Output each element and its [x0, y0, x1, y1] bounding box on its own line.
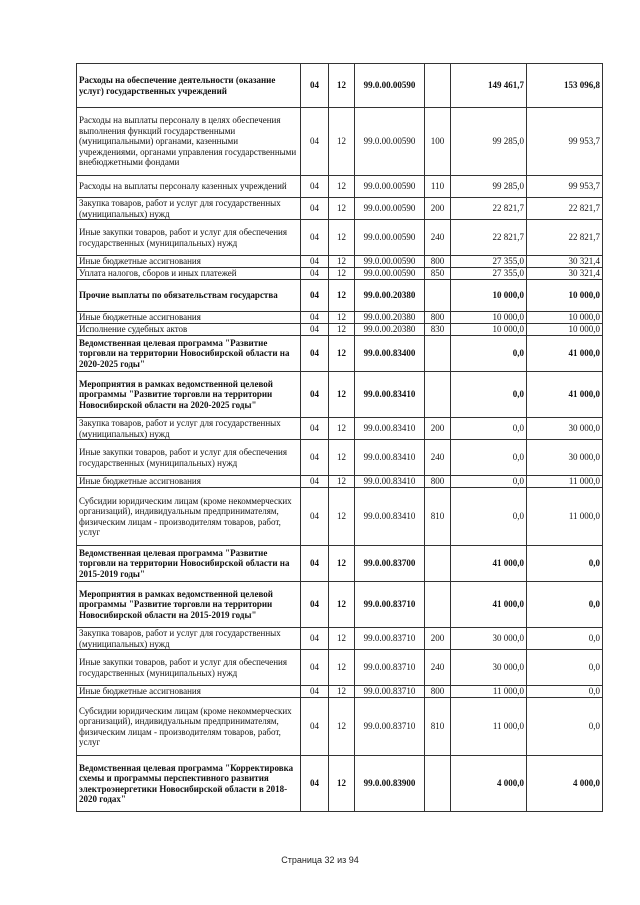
expense-name-cell: Прочие выплаты по обязательствам государства: [77, 280, 301, 312]
subsection-code-cell: 12: [329, 476, 355, 488]
target-article-cell: 99.0.00.83410: [355, 418, 425, 440]
budget-table: [76, 63, 603, 812]
expense-type-cell: 100: [425, 108, 451, 176]
target-article-cell: 99.0.00.00590: [355, 64, 425, 108]
amount-year2-cell: 11 000,0: [527, 476, 603, 488]
section-code-cell: 04: [301, 176, 329, 198]
expense-type-cell: 810: [425, 488, 451, 546]
amount-year2-cell: 30 000,0: [527, 440, 603, 476]
subsection-code-cell: 12: [329, 108, 355, 176]
expense-type-cell: 800: [425, 312, 451, 324]
subsection-code-cell: 12: [329, 698, 355, 756]
expense-name-cell: Иные бюджетные ассигнования: [77, 312, 301, 324]
amount-year1-cell: 0,0: [451, 336, 527, 372]
expense-type-cell: 240: [425, 220, 451, 256]
subsection-code-cell: 12: [329, 176, 355, 198]
amount-year1-cell: 0,0: [451, 372, 527, 418]
expense-name-cell: Расходы на выплаты персоналу в целях обеспечения выполнения функций государственными (муниципальными) органами, казенными учреждениями, органами управления государственными внебюджетными фондами: [77, 108, 301, 176]
amount-year2-cell: 10 000,0: [527, 324, 603, 336]
table-row: [77, 64, 603, 108]
subsection-code-cell: 12: [329, 280, 355, 312]
subsection-code-cell: 12: [329, 220, 355, 256]
amount-year1-cell: 149 461,7: [451, 64, 527, 108]
amount-year2-cell: 0,0: [527, 650, 603, 686]
target-article-cell: 99.0.00.83410: [355, 372, 425, 418]
subsection-code-cell: 12: [329, 268, 355, 280]
target-article-cell: 99.0.00.20380: [355, 324, 425, 336]
amount-year1-cell: 0,0: [451, 476, 527, 488]
table-row: [77, 650, 603, 686]
section-code-cell: 04: [301, 220, 329, 256]
expense-name-cell: Иные закупки товаров, работ и услуг для обеспечения государственных (муниципальных) нужд: [77, 650, 301, 686]
expense-type-cell: [425, 546, 451, 582]
section-code-cell: 04: [301, 280, 329, 312]
expense-type-cell: 810: [425, 698, 451, 756]
section-code-cell: 04: [301, 256, 329, 268]
expense-name-cell: Ведомственная целевая программа "Корректировка схемы и программы перспективного развития электроэнергетики Новосибирской области в 2018-2020 годах": [77, 756, 301, 812]
table-row: [77, 582, 603, 628]
amount-year1-cell: 11 000,0: [451, 686, 527, 698]
amount-year1-cell: 11 000,0: [451, 698, 527, 756]
section-code-cell: 04: [301, 418, 329, 440]
expense-type-cell: [425, 280, 451, 312]
expense-name-cell: Расходы на обеспечение деятельности (оказание услуг) государственных учреждений: [77, 64, 301, 108]
table-row: [77, 198, 603, 220]
table-row: [77, 324, 603, 336]
amount-year1-cell: 22 821,7: [451, 220, 527, 256]
section-code-cell: 04: [301, 324, 329, 336]
target-article-cell: 99.0.00.00590: [355, 176, 425, 198]
table-row: [77, 336, 603, 372]
expense-type-cell: 240: [425, 440, 451, 476]
amount-year2-cell: 10 000,0: [527, 280, 603, 312]
subsection-code-cell: 12: [329, 488, 355, 546]
amount-year2-cell: 4 000,0: [527, 756, 603, 812]
expense-type-cell: 240: [425, 650, 451, 686]
amount-year1-cell: 10 000,0: [451, 312, 527, 324]
section-code-cell: 04: [301, 440, 329, 476]
target-article-cell: 99.0.00.00590: [355, 198, 425, 220]
section-code-cell: 04: [301, 546, 329, 582]
expense-type-cell: 850: [425, 268, 451, 280]
amount-year2-cell: 99 953,7: [527, 108, 603, 176]
amount-year1-cell: 10 000,0: [451, 324, 527, 336]
subsection-code-cell: 12: [329, 64, 355, 108]
target-article-cell: 99.0.00.83710: [355, 582, 425, 628]
section-code-cell: 04: [301, 372, 329, 418]
amount-year1-cell: 99 285,0: [451, 108, 527, 176]
table-row: [77, 546, 603, 582]
expense-type-cell: 800: [425, 686, 451, 698]
amount-year2-cell: 0,0: [527, 582, 603, 628]
expense-name-cell: Исполнение судебных актов: [77, 324, 301, 336]
target-article-cell: 99.0.00.00590: [355, 108, 425, 176]
section-code-cell: 04: [301, 476, 329, 488]
expense-name-cell: Мероприятия в рамках ведомственной целевой программы "Развитие торговли на территории Новосибирской области на 2020-2025 годы": [77, 372, 301, 418]
subsection-code-cell: 12: [329, 324, 355, 336]
expense-type-cell: [425, 336, 451, 372]
amount-year2-cell: 22 821,7: [527, 198, 603, 220]
subsection-code-cell: 12: [329, 650, 355, 686]
section-code-cell: 04: [301, 336, 329, 372]
expense-name-cell: Расходы на выплаты персоналу казенных учреждений: [77, 176, 301, 198]
table-row: [77, 280, 603, 312]
amount-year2-cell: 41 000,0: [527, 372, 603, 418]
amount-year1-cell: 4 000,0: [451, 756, 527, 812]
expense-type-cell: 200: [425, 198, 451, 220]
amount-year1-cell: 27 355,0: [451, 256, 527, 268]
amount-year1-cell: 27 355,0: [451, 268, 527, 280]
table-row: [77, 256, 603, 268]
expense-name-cell: Иные закупки товаров, работ и услуг для обеспечения государственных (муниципальных) нужд: [77, 220, 301, 256]
table-row: [77, 628, 603, 650]
target-article-cell: 99.0.00.83710: [355, 698, 425, 756]
expense-type-cell: 200: [425, 628, 451, 650]
amount-year1-cell: 10 000,0: [451, 280, 527, 312]
amount-year1-cell: 41 000,0: [451, 582, 527, 628]
subsection-code-cell: 12: [329, 686, 355, 698]
expense-name-cell: Уплата налогов, сборов и иных платежей: [77, 268, 301, 280]
amount-year2-cell: 153 096,8: [527, 64, 603, 108]
section-code-cell: 04: [301, 488, 329, 546]
expense-name-cell: Ведомственная целевая программа "Развитие торговли на территории Новосибирской области на 2015-2019 годы": [77, 546, 301, 582]
target-article-cell: 99.0.00.83710: [355, 650, 425, 686]
amount-year2-cell: 99 953,7: [527, 176, 603, 198]
expense-name-cell: Мероприятия в рамках ведомственной целевой программы "Развитие торговли на территории Новосибирской области на 2015-2019 годы": [77, 582, 301, 628]
target-article-cell: 99.0.00.83410: [355, 488, 425, 546]
amount-year1-cell: 0,0: [451, 440, 527, 476]
subsection-code-cell: 12: [329, 628, 355, 650]
expense-name-cell: Иные бюджетные ассигнования: [77, 256, 301, 268]
amount-year2-cell: 41 000,0: [527, 336, 603, 372]
section-code-cell: 04: [301, 268, 329, 280]
amount-year1-cell: 30 000,0: [451, 650, 527, 686]
section-code-cell: 04: [301, 650, 329, 686]
expense-type-cell: 110: [425, 176, 451, 198]
amount-year2-cell: 0,0: [527, 628, 603, 650]
target-article-cell: 99.0.00.00590: [355, 268, 425, 280]
expense-name-cell: Закупка товаров, работ и услуг для государственных (муниципальных) нужд: [77, 628, 301, 650]
target-article-cell: 99.0.00.83410: [355, 476, 425, 488]
subsection-code-cell: 12: [329, 312, 355, 324]
table-row: [77, 312, 603, 324]
amount-year1-cell: 0,0: [451, 418, 527, 440]
table-row: [77, 176, 603, 198]
budget-table-body: [77, 64, 603, 812]
expense-name-cell: Субсидии юридическим лицам (кроме некоммерческих организаций), индивидуальным предпринимателям, физическим лицам - производителям товаров, работ, услуг: [77, 698, 301, 756]
section-code-cell: 04: [301, 698, 329, 756]
amount-year1-cell: 0,0: [451, 488, 527, 546]
expense-name-cell: Иные закупки товаров, работ и услуг для обеспечения государственных (муниципальных) нужд: [77, 440, 301, 476]
table-row: [77, 476, 603, 488]
subsection-code-cell: 12: [329, 336, 355, 372]
amount-year1-cell: 41 000,0: [451, 546, 527, 582]
subsection-code-cell: 12: [329, 756, 355, 812]
target-article-cell: 99.0.00.20380: [355, 312, 425, 324]
section-code-cell: 04: [301, 64, 329, 108]
table-row: [77, 488, 603, 546]
expense-type-cell: [425, 64, 451, 108]
section-code-cell: 04: [301, 108, 329, 176]
section-code-cell: 04: [301, 198, 329, 220]
target-article-cell: 99.0.00.83410: [355, 440, 425, 476]
amount-year1-cell: 99 285,0: [451, 176, 527, 198]
section-code-cell: 04: [301, 628, 329, 650]
target-article-cell: 99.0.00.83710: [355, 686, 425, 698]
expense-name-cell: Ведомственная целевая программа "Развитие торговли на территории Новосибирской области на 2020-2025 годы": [77, 336, 301, 372]
amount-year2-cell: 10 000,0: [527, 312, 603, 324]
expense-name-cell: Закупка товаров, работ и услуг для государственных (муниципальных) нужд: [77, 418, 301, 440]
table-row: [77, 268, 603, 280]
subsection-code-cell: 12: [329, 418, 355, 440]
target-article-cell: 99.0.00.20380: [355, 280, 425, 312]
table-row: [77, 108, 603, 176]
table-row: [77, 698, 603, 756]
subsection-code-cell: 12: [329, 372, 355, 418]
amount-year2-cell: 0,0: [527, 698, 603, 756]
subsection-code-cell: 12: [329, 198, 355, 220]
target-article-cell: 99.0.00.00590: [355, 220, 425, 256]
amount-year1-cell: 22 821,7: [451, 198, 527, 220]
amount-year2-cell: 22 821,7: [527, 220, 603, 256]
expense-type-cell: [425, 582, 451, 628]
section-code-cell: 04: [301, 756, 329, 812]
section-code-cell: 04: [301, 582, 329, 628]
expense-type-cell: 800: [425, 476, 451, 488]
amount-year2-cell: 30 321,4: [527, 256, 603, 268]
target-article-cell: 99.0.00.83710: [355, 628, 425, 650]
expense-name-cell: Иные бюджетные ассигнования: [77, 686, 301, 698]
target-article-cell: 99.0.00.83700: [355, 546, 425, 582]
amount-year2-cell: 30 321,4: [527, 268, 603, 280]
expense-type-cell: [425, 756, 451, 812]
table-row: [77, 418, 603, 440]
table-row: [77, 220, 603, 256]
amount-year1-cell: 30 000,0: [451, 628, 527, 650]
expense-type-cell: 200: [425, 418, 451, 440]
table-row: [77, 372, 603, 418]
section-code-cell: 04: [301, 312, 329, 324]
table-row: [77, 686, 603, 698]
table-row: [77, 756, 603, 812]
expense-name-cell: Субсидии юридическим лицам (кроме некоммерческих организаций), индивидуальным предпринимателям, физическим лицам - производителям товаров, работ, услуг: [77, 488, 301, 546]
subsection-code-cell: 12: [329, 440, 355, 476]
expense-type-cell: 800: [425, 256, 451, 268]
amount-year2-cell: 0,0: [527, 686, 603, 698]
table-row: [77, 440, 603, 476]
section-code-cell: 04: [301, 686, 329, 698]
target-article-cell: 99.0.00.83400: [355, 336, 425, 372]
expense-name-cell: Закупка товаров, работ и услуг для государственных (муниципальных) нужд: [77, 198, 301, 220]
target-article-cell: 99.0.00.83900: [355, 756, 425, 812]
amount-year2-cell: 30 000,0: [527, 418, 603, 440]
subsection-code-cell: 12: [329, 582, 355, 628]
target-article-cell: 99.0.00.00590: [355, 256, 425, 268]
expense-type-cell: 830: [425, 324, 451, 336]
page-footer: Страница 32 из 94: [281, 855, 359, 865]
subsection-code-cell: 12: [329, 546, 355, 582]
subsection-code-cell: 12: [329, 256, 355, 268]
expense-name-cell: Иные бюджетные ассигнования: [77, 476, 301, 488]
expense-type-cell: [425, 372, 451, 418]
amount-year2-cell: 11 000,0: [527, 488, 603, 546]
amount-year2-cell: 0,0: [527, 546, 603, 582]
